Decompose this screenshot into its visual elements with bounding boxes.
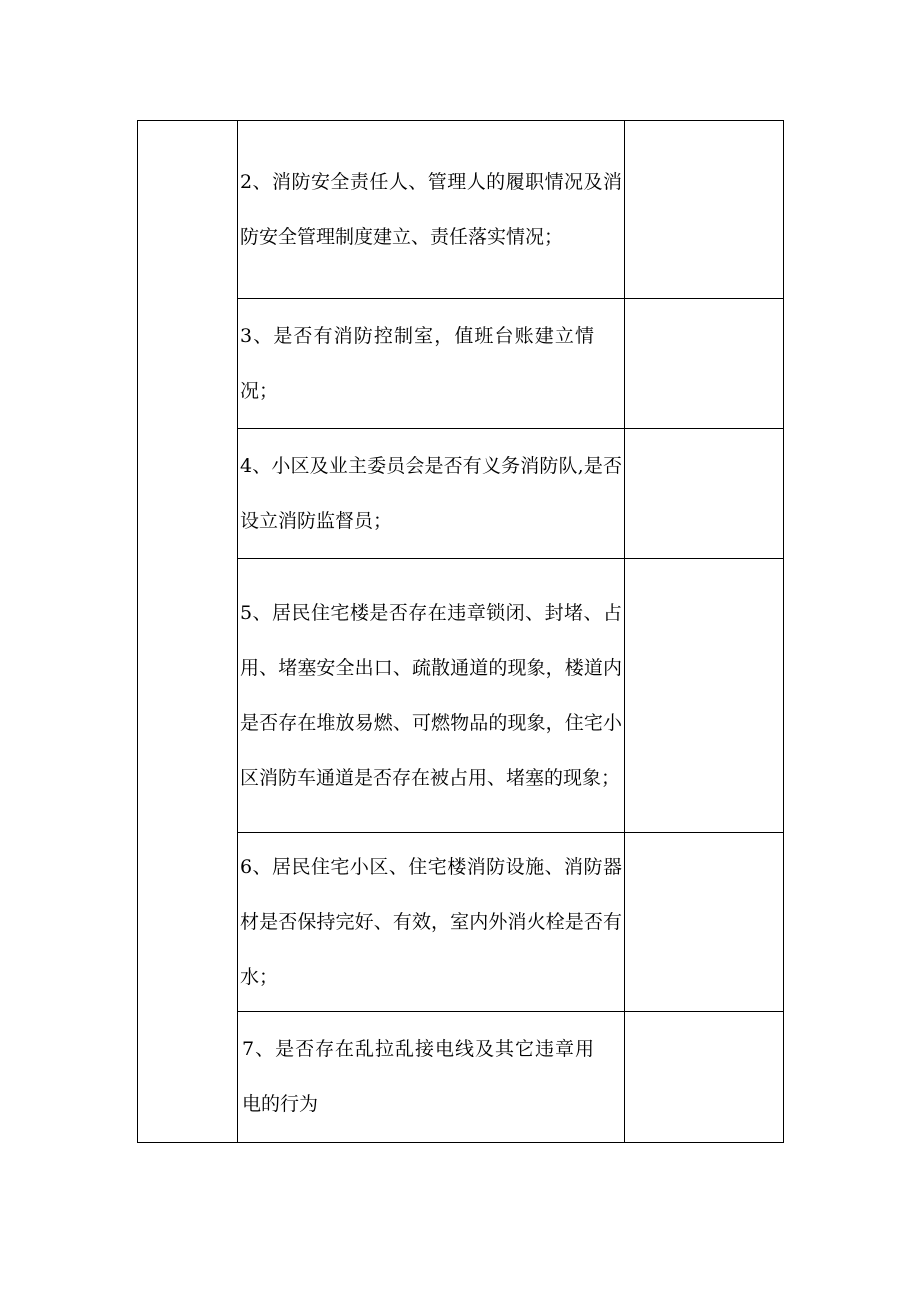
item-text: 4、小区及业主委员会是否有义务消防队,是否设立消防监督员； (240, 454, 622, 532)
result-cell (625, 559, 784, 833)
result-cell (625, 1012, 784, 1143)
item-cell (238, 1012, 625, 1143)
result-cell (625, 833, 784, 1012)
category-cell (138, 121, 238, 1143)
item-text: 5、居民住宅楼是否存在违章锁闭、封堵、占用、堵塞安全出口、疏散通道的现象，楼道内是否存在堆放易燃、可燃物品的现象，住宅小区消防车通道是否存在被占用、堵塞的现象； (240, 601, 622, 789)
inspection-table (137, 120, 784, 1143)
result-cell (625, 299, 784, 429)
item-cell (238, 121, 625, 299)
item-text: 3、是否有消防控制室，值班台账建立情况； (240, 324, 594, 402)
item-cell (238, 429, 625, 559)
item-cell (238, 559, 625, 833)
result-cell (625, 121, 784, 299)
result-cell (625, 429, 784, 559)
item-text: 6、居民住宅小区、住宅楼消防设施、消防器材是否保持完好、有效，室内外消火栓是否有水； (240, 855, 622, 988)
item-cell (238, 833, 625, 1012)
item-text: 7、是否存在乱拉乱接电线及其它违章用电的行为 (242, 1038, 594, 1115)
item-text: 2、消防安全责任人、管理人的履职情况及消防安全管理制度建立、责任落实情况； (240, 170, 622, 248)
table-row (138, 121, 784, 299)
item-cell (238, 299, 625, 429)
